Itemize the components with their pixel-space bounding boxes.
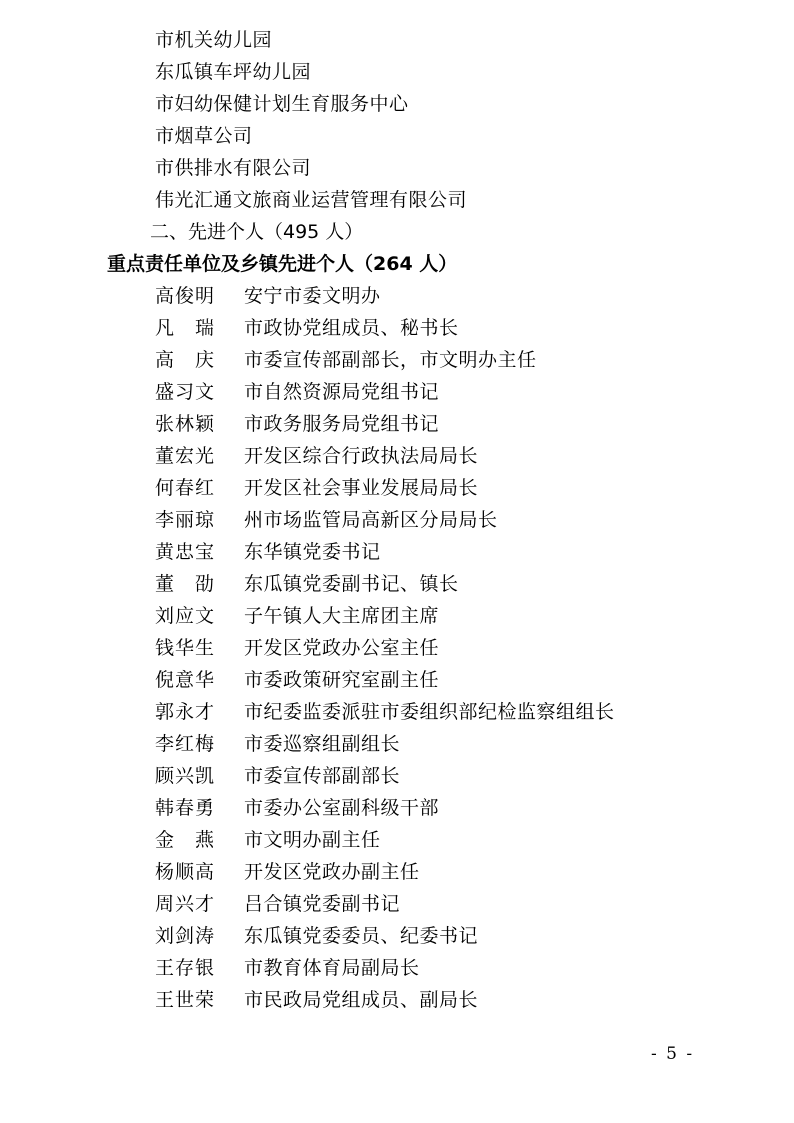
person-row <box>155 344 615 376</box>
person-name: 高 庆 <box>155 349 216 371</box>
person-position: 市民政局党组成员、副局长 <box>244 989 479 1011</box>
unit-item: 伟光汇通文旅商业运营管理有限公司 <box>155 189 468 211</box>
person-position: 市委宣传部副部长，市文明办主任 <box>244 349 537 371</box>
people-list <box>155 280 615 1016</box>
person-position: 开发区综合行政执法局局长 <box>244 445 479 467</box>
person-row <box>155 440 615 472</box>
person-row <box>155 856 615 888</box>
person-position: 市教育体育局副局长 <box>244 957 420 979</box>
person-row <box>155 920 615 952</box>
person-name: 王世荣 <box>155 989 216 1011</box>
person-position: 市委巡察组副组长 <box>244 733 401 755</box>
person-name: 金 燕 <box>155 829 216 851</box>
person-row <box>155 568 615 600</box>
person-row <box>155 824 615 856</box>
person-name: 盛习文 <box>155 381 216 403</box>
person-name: 顾兴凯 <box>155 765 216 787</box>
person-name: 张林颖 <box>155 413 216 435</box>
person-position: 东瓜镇党委委员、纪委书记 <box>244 925 479 947</box>
person-row <box>155 504 615 536</box>
person-position: 市政协党组成员、秘书长 <box>244 317 459 339</box>
unit-item: 市妇幼保健计划生育服务中心 <box>155 93 409 115</box>
person-row <box>155 536 615 568</box>
page-number: - 5 - <box>651 1044 693 1064</box>
person-position: 市文明办副主任 <box>244 829 381 851</box>
person-row <box>155 600 615 632</box>
person-name: 黄忠宝 <box>155 541 216 563</box>
person-row <box>155 888 615 920</box>
person-position: 东瓜镇党委副书记、镇长 <box>244 573 459 595</box>
person-position: 市委政策研究室副主任 <box>244 669 440 691</box>
unit-item: 市烟草公司 <box>155 125 253 147</box>
person-name: 周兴才 <box>155 893 216 915</box>
person-name: 刘剑涛 <box>155 925 216 947</box>
sub-heading: 重点责任单位及乡镇先进个人（264 人） <box>107 253 458 275</box>
person-row <box>155 952 615 984</box>
person-name: 韩春勇 <box>155 797 216 819</box>
person-name: 何春红 <box>155 477 216 499</box>
person-row <box>155 984 615 1016</box>
person-position: 市政务服务局党组书记 <box>244 413 440 435</box>
person-name: 董 劭 <box>155 573 216 595</box>
person-row <box>155 280 615 312</box>
person-name: 刘应文 <box>155 605 216 627</box>
person-name: 倪意华 <box>155 669 216 691</box>
person-position: 吕合镇党委副书记 <box>244 893 401 915</box>
person-position: 州市场监管局高新区分局局长 <box>244 509 498 531</box>
person-row <box>155 696 615 728</box>
person-row <box>155 312 615 344</box>
person-row <box>155 408 615 440</box>
person-row <box>155 728 615 760</box>
person-name: 钱华生 <box>155 637 216 659</box>
person-name: 李红梅 <box>155 733 216 755</box>
person-row <box>155 792 615 824</box>
unit-item: 市机关幼儿园 <box>155 29 273 51</box>
person-name: 王存银 <box>155 957 216 979</box>
person-position: 市自然资源局党组书记 <box>244 381 440 403</box>
person-position: 市委宣传部副部长 <box>244 765 401 787</box>
person-name: 董宏光 <box>155 445 216 467</box>
unit-item: 市供排水有限公司 <box>155 157 312 179</box>
person-row <box>155 760 615 792</box>
person-name: 杨顺高 <box>155 861 216 883</box>
person-position: 东华镇党委书记 <box>244 541 381 563</box>
person-position: 开发区党政办副主任 <box>244 861 420 883</box>
person-row <box>155 376 615 408</box>
person-name: 李丽琼 <box>155 509 216 531</box>
person-position: 开发区社会事业发展局局长 <box>244 477 479 499</box>
person-name: 郭永才 <box>155 701 216 723</box>
section-heading: 二、先进个人（495 人） <box>150 221 364 243</box>
unit-list <box>155 24 467 216</box>
person-row <box>155 632 615 664</box>
person-position: 安宁市委文明办 <box>244 285 381 307</box>
unit-item: 东瓜镇车坪幼儿园 <box>155 61 312 83</box>
person-row <box>155 664 615 696</box>
person-name: 高俊明 <box>155 285 216 307</box>
person-position: 市委办公室副科级干部 <box>244 797 440 819</box>
person-position: 开发区党政办公室主任 <box>244 637 440 659</box>
person-position: 市纪委监委派驻市委组织部纪检监察组组长 <box>244 701 615 723</box>
person-row <box>155 472 615 504</box>
person-name: 凡 瑞 <box>155 317 216 339</box>
person-position: 子午镇人大主席团主席 <box>244 605 440 627</box>
